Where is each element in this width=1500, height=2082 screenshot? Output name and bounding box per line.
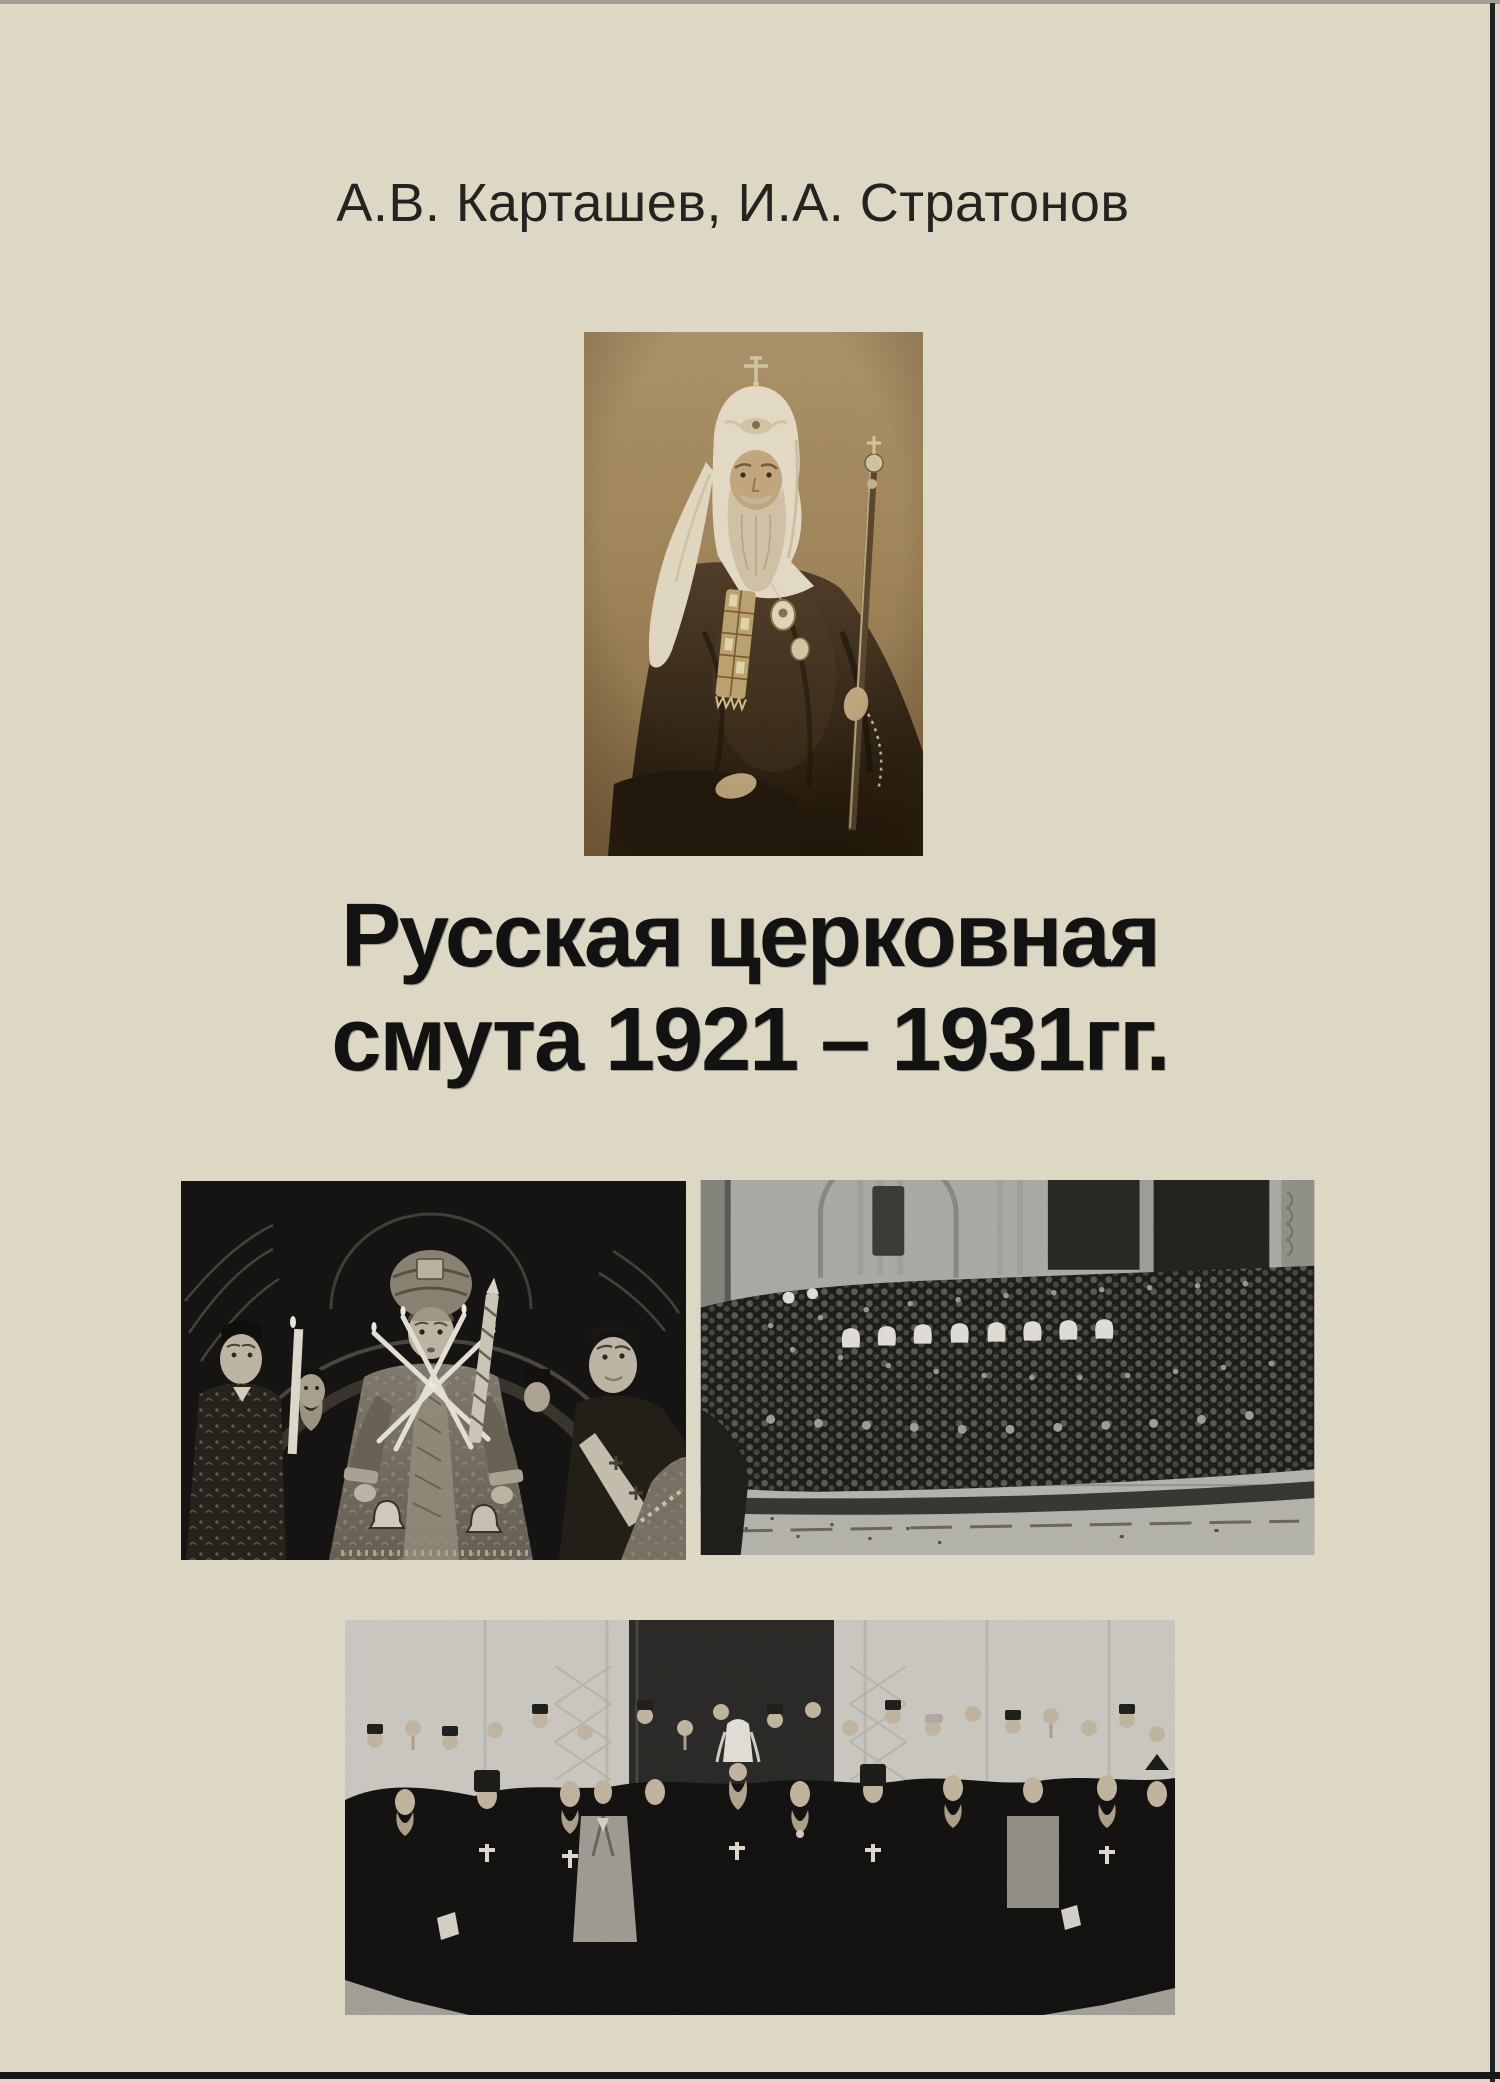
author-line: А.В. Карташев, И.А. Стратонов: [336, 173, 1130, 233]
easter-service-photo: [181, 1181, 686, 1560]
film-grain: [345, 1620, 1175, 2015]
title-line-2: смута 1921 – 1931гг.: [331, 990, 1169, 1090]
title-line-1: Русская церковная: [340, 886, 1159, 986]
film-grain: [584, 332, 923, 856]
book-title: [0, 884, 1500, 1092]
film-grain: [181, 1181, 686, 1560]
council-crowd-photo: [700, 1180, 1315, 1555]
bottom-edge-bar: [0, 2072, 1500, 2079]
clergy-group-photo: [345, 1620, 1175, 2015]
film-grain: [701, 1180, 1314, 1555]
patriarch-portrait-photo: [584, 332, 923, 856]
top-edge-line: [0, 0, 1500, 4]
